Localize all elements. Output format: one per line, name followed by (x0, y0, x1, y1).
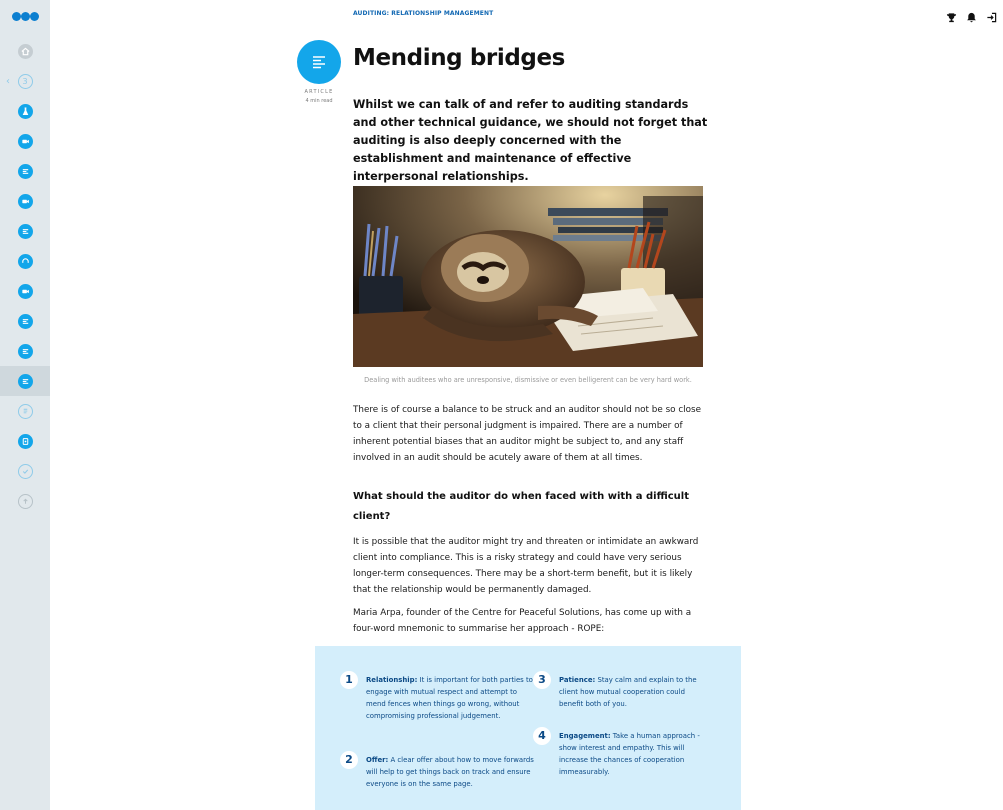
rope-text: Take a human approach - show interest and empathy. This will increase the chances of cooperation immeasurably. (559, 732, 700, 776)
sidebar-item-document[interactable] (0, 396, 50, 426)
article-type-label: ARTICLE (304, 89, 334, 95)
sidebar-item-complete[interactable] (0, 456, 50, 486)
step-number: 4 (533, 727, 551, 745)
breadcrumb[interactable]: AUDITING: RELATIONSHIP MANAGEMENT (353, 10, 494, 17)
rope-item-patience (538, 673, 709, 710)
rope-term: Offer: (366, 756, 389, 764)
image-caption: Dealing with auditees who are unresponsive, dismissive or even belligerent can be very hard work. (364, 376, 692, 384)
sidebar-item-video[interactable] (0, 276, 50, 306)
body-paragraph-2: It is possible that the auditor might try and threaten or intimidate an awkward client into compliance. This is a risky strategy and could have very serious longer-term consequences. There may be a short-term benefit, but it is likely that the relationship would be permanently damaged. (353, 537, 699, 595)
step-number: 3 (533, 671, 551, 689)
sidebar-item-video[interactable] (0, 186, 50, 216)
logout-icon[interactable] (986, 8, 997, 19)
article-icon (18, 314, 33, 329)
sidebar-item-article[interactable] (0, 156, 50, 186)
section-heading: What should the auditor do when faced with with a difficult client? (353, 491, 689, 522)
body-paragraph-3: Maria Arpa, founder of the Centre for Peaceful Solutions, has come up with a four-word mnemonic to summarise her approach - ROPE: (353, 608, 692, 634)
article-type-badge (297, 40, 341, 84)
sidebar-item-activity[interactable] (0, 96, 50, 126)
article-icon (310, 53, 328, 71)
sidebar-item-progress[interactable] (0, 66, 50, 96)
checkmark-icon (18, 464, 33, 479)
sidebar-item-article[interactable] (0, 216, 50, 246)
sidebar-item-home[interactable] (0, 36, 50, 66)
document-icon (18, 404, 33, 419)
progress-ring-icon: 3 (18, 74, 33, 89)
flask-icon (18, 104, 33, 119)
read-time: 4 min read (305, 98, 333, 104)
rope-term: Engagement: (559, 732, 611, 740)
rope-term: Relationship: (366, 676, 418, 684)
step-number: 2 (340, 751, 358, 769)
article-icon (18, 374, 33, 389)
brand-logo[interactable] (12, 12, 40, 22)
sidebar-nav (0, 0, 50, 810)
top-toolbar (946, 8, 997, 19)
step-number: 1 (340, 671, 358, 689)
upload-icon (18, 494, 33, 509)
quiz-icon (18, 434, 33, 449)
rope-text: A clear offer about how to move forwards will help to get things back on track and ensure everyone is on the same page. (366, 756, 534, 788)
rope-item-relationship (345, 673, 536, 722)
sloth-on-desk-photo (353, 186, 703, 367)
article-icon (18, 164, 33, 179)
rope-text: Stay calm and explain to the client how mutual cooperation could benefit both of you. (559, 676, 697, 708)
sidebar-item-article[interactable] (0, 306, 50, 336)
lead-paragraph: Whilst we can talk of and refer to auditing standards and other technical guidance, we should not forget that auditing is also deeply concerned with the establishment and maintenance of effective interpersonal relationships. (353, 98, 708, 183)
sidebar-item-quiz[interactable] (0, 426, 50, 456)
rope-text: It is important for both parties to engage with mutual respect and attempt to mend fences when things go wrong, without compromising professional judgement. (366, 676, 533, 720)
video-icon (18, 134, 33, 149)
article-icon (18, 224, 33, 239)
rope-item-engagement (538, 729, 709, 778)
article-icon (18, 344, 33, 359)
hero-image (353, 186, 703, 367)
sidebar-item-article[interactable] (0, 336, 50, 366)
sidebar-item-video[interactable] (0, 126, 50, 156)
sidebar-item-audio[interactable] (0, 246, 50, 276)
bell-icon[interactable] (966, 8, 977, 19)
sidebar-item-upload[interactable] (0, 486, 50, 516)
sidebar-item-article-current[interactable] (0, 366, 50, 396)
rope-item-offer (345, 753, 536, 790)
home-icon (18, 44, 33, 59)
page-title: Mending bridges (353, 45, 565, 71)
video-icon (18, 194, 33, 209)
body-paragraph-1: There is of course a balance to be struck and an auditor should not be so close to a client that their personal judgment is impaired. There are a number of inherent potential biases that an auditor might be subject to, and any staff involved in an audit should be acutely aware of them at all times. (353, 405, 701, 463)
audio-icon (18, 254, 33, 269)
rope-term: Patience: (559, 676, 596, 684)
chevron-left-icon[interactable]: ‹ (6, 76, 10, 87)
video-icon (18, 284, 33, 299)
trophy-icon[interactable] (946, 8, 957, 19)
